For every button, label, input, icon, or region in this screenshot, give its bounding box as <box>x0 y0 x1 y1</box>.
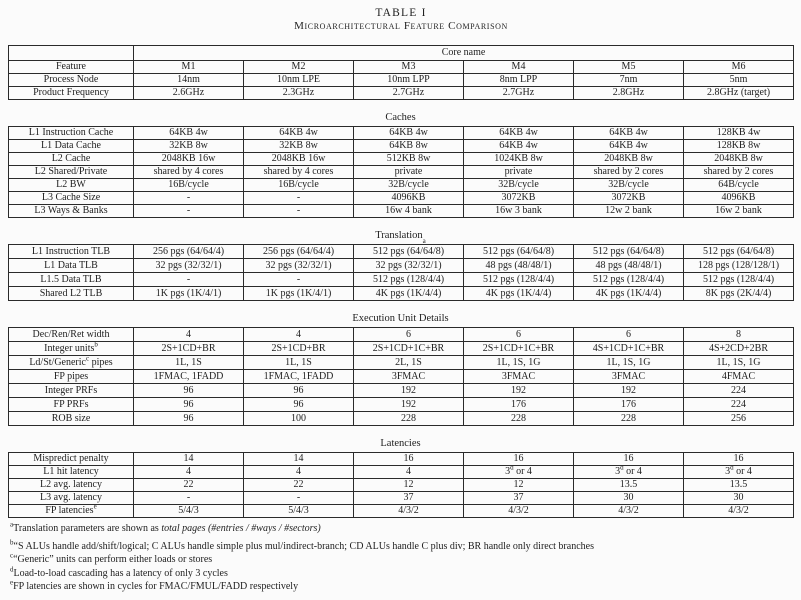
table-cell: 1L, 1S <box>244 356 354 370</box>
table-cell: 32 pgs (32/32/1) <box>134 259 244 273</box>
table-cell: - <box>134 273 244 287</box>
column-header: M1 <box>134 61 244 74</box>
column-header: M2 <box>244 61 354 74</box>
table-cell: shared by 4 cores <box>134 166 244 179</box>
table-cell: 4FMAC <box>684 370 794 384</box>
column-header: M6 <box>684 61 794 74</box>
table-block <box>8 244 794 301</box>
footnote-marker: d <box>10 565 14 574</box>
table-cell: 14 <box>244 453 354 466</box>
table-cell: 32 pgs (32/32/1) <box>354 259 464 273</box>
table-cell: 2.7GHz <box>354 87 464 100</box>
row-label: L3 Ways & Banks <box>9 205 134 218</box>
table-cell: 12 <box>354 479 464 492</box>
table-cell: 1L, 1S, 1G <box>684 356 794 370</box>
table-cell: 128 pgs (128/128/1) <box>684 259 794 273</box>
table-cell: 12w 2 bank <box>574 205 684 218</box>
table-cell: 10nm LPE <box>244 74 354 87</box>
table-cell: 2048KB 8w <box>684 153 794 166</box>
table-cell: 4 <box>354 466 464 479</box>
table-cell: 512 pgs (128/4/4) <box>574 273 684 287</box>
table-cell: 192 <box>354 384 464 398</box>
row-label: L3 avg. latency <box>9 492 134 505</box>
core-name-header: Core name <box>134 46 794 61</box>
column-header: M4 <box>464 61 574 74</box>
table-cell: 16 <box>684 453 794 466</box>
table-cell: 96 <box>244 398 354 412</box>
table-cell: 4S+1CD+1C+BR <box>574 342 684 356</box>
table-cell: 32 pgs (32/32/1) <box>244 259 354 273</box>
table-cell: 512 pgs (64/64/8) <box>574 245 684 259</box>
row-label: Ld/St/Generic$^c$ pipes <box>9 356 134 370</box>
corner-cell <box>9 46 134 61</box>
footnote-text: FP latencies are shown in cycles for FMAC/FMUL/FADD respectively <box>13 581 299 592</box>
table-cell: 4K pgs (1K/4/4) <box>464 287 574 301</box>
table-cell: 3$^d$ or 4 <box>464 466 574 479</box>
section-title: Translation a <box>375 230 426 245</box>
section-title: Execution Unit Details <box>352 313 449 324</box>
table-cell: shared by 4 cores <box>244 166 354 179</box>
footnote-b <box>10 540 794 554</box>
table-cell: 4 <box>244 466 354 479</box>
table-block <box>8 45 794 100</box>
table-cell: 96 <box>134 398 244 412</box>
table-cell: 96 <box>244 384 354 398</box>
table-cell: 100 <box>244 412 354 426</box>
table-cell: 1FMAC, 1FADD <box>134 370 244 384</box>
row-label: L3 Cache Size <box>9 192 134 205</box>
row-label: L1 Data TLB <box>9 259 134 273</box>
table-cell: 14 <box>134 453 244 466</box>
table-cell: 6 <box>574 328 684 342</box>
table-cell: 512 pgs (64/64/8) <box>354 245 464 259</box>
feature-header: Feature <box>9 61 134 74</box>
table-cell: 48 pgs (48/48/1) <box>574 259 684 273</box>
row-label: FP latencies$^e$ <box>9 505 134 518</box>
table-cell: 2S+1CD+BR <box>134 342 244 356</box>
table-cell: 32B/cycle <box>574 179 684 192</box>
table-cell: - <box>134 492 244 505</box>
table-cell: 2.7GHz <box>464 87 574 100</box>
row-label: L2 avg. latency <box>9 479 134 492</box>
table-cell: 256 pgs (64/64/4) <box>244 245 354 259</box>
table-cell: 192 <box>574 384 684 398</box>
table-cell: 16w 4 bank <box>354 205 464 218</box>
table-cell: 10nm LPP <box>354 74 464 87</box>
table-cell: 4096KB <box>354 192 464 205</box>
row-label: L1 Instruction TLB <box>9 245 134 259</box>
table-cell: 64KB 4w <box>464 140 574 153</box>
footnote-a <box>10 522 794 536</box>
table-cell: 1K pgs (1K/4/1) <box>134 287 244 301</box>
footnotes <box>8 522 794 594</box>
comparison-table <box>8 45 794 518</box>
table-cell: 64KB 8w <box>354 140 464 153</box>
table-cell: 13.5 <box>684 479 794 492</box>
footnote-text: Load-to-load cascading has a latency of only 3 cycles <box>13 567 228 579</box>
table-cell: 16B/cycle <box>134 179 244 192</box>
table-cell: 4/3/2 <box>574 505 684 518</box>
table-cell: 5/4/3 <box>134 505 244 518</box>
table-cell: 22 <box>134 479 244 492</box>
row-label: L1 hit latency <box>9 466 134 479</box>
table-cell: 64KB 4w <box>134 127 244 140</box>
table-block <box>8 126 794 218</box>
table-cell: - <box>244 273 354 287</box>
row-label: FP pipes <box>9 370 134 384</box>
footnote-d <box>10 567 794 581</box>
table-cell: 256 <box>684 412 794 426</box>
table-cell: - <box>134 192 244 205</box>
table-cell: 48 pgs (48/48/1) <box>464 259 574 273</box>
row-label: Dec/Ren/Ret width <box>9 328 134 342</box>
table-cell: 2048KB 8w <box>574 153 684 166</box>
table-cell: 4K pgs (1K/4/4) <box>574 287 684 301</box>
table-cell: 3FMAC <box>574 370 684 384</box>
table-cell: 224 <box>684 384 794 398</box>
table-cell: 1L, 1S <box>134 356 244 370</box>
table-cell: 2L, 1S <box>354 356 464 370</box>
section-title: Caches <box>385 112 416 123</box>
footnote-marker: b <box>10 538 14 547</box>
column-header: M3 <box>354 61 464 74</box>
section-title: Latencies <box>380 438 421 449</box>
footnote-c <box>10 553 794 567</box>
table-cell: 224 <box>684 398 794 412</box>
table-cell: 512 pgs (128/4/4) <box>354 273 464 287</box>
row-label: ROB size <box>9 412 134 426</box>
row-label: Integer units$^b$ <box>9 342 134 356</box>
table-cell: 2.3GHz <box>244 87 354 100</box>
table-cell: 32B/cycle <box>354 179 464 192</box>
table-cell: 228 <box>354 412 464 426</box>
table-cell: - <box>244 205 354 218</box>
table-cell: 22 <box>244 479 354 492</box>
table-cell: 32B/cycle <box>464 179 574 192</box>
table-cell: 16 <box>464 453 574 466</box>
table-cell: 4 <box>244 328 354 342</box>
row-label: Product Frequency <box>9 87 134 100</box>
row-label: Integer PRFs <box>9 384 134 398</box>
table-cell: - <box>134 205 244 218</box>
table-cell: 16 <box>354 453 464 466</box>
row-label: Process Node <box>9 74 134 87</box>
column-header: M5 <box>574 61 684 74</box>
table-cell: 2.8GHz <box>574 87 684 100</box>
table-cell: 2.6GHz <box>134 87 244 100</box>
table-cell: 2048KB 16w <box>244 153 354 166</box>
row-label: L1 Data Cache <box>9 140 134 153</box>
table-cell: 16 <box>574 453 684 466</box>
table-cell: 1L, 1S, 1G <box>574 356 684 370</box>
table-cell: shared by 2 cores <box>684 166 794 179</box>
row-label: L2 BW <box>9 179 134 192</box>
table-cell: 4 <box>134 328 244 342</box>
table-cell: 4 <box>134 466 244 479</box>
table-cell: 192 <box>464 384 574 398</box>
table-cell: private <box>464 166 574 179</box>
row-label: Shared L2 TLB <box>9 287 134 301</box>
table-cell: 1024KB 8w <box>464 153 574 166</box>
table-cell: 14nm <box>134 74 244 87</box>
row-label: L2 Shared/Private <box>9 166 134 179</box>
table-cell: 3FMAC <box>354 370 464 384</box>
table-cell: 2S+1CD+1C+BR <box>354 342 464 356</box>
table-cell: 8K pgs (2K/4/4) <box>684 287 794 301</box>
row-label: L1 Instruction Cache <box>9 127 134 140</box>
table-cell: 3072KB <box>574 192 684 205</box>
table-cell: 2.8GHz (target) <box>684 87 794 100</box>
table-cell: 7nm <box>574 74 684 87</box>
footnote-text: “S ALUs handle add/shift/logical; C ALUs handle simple plus mul/indirect-branch; CD ALUs handle C plus div; BR handle only direct branches <box>13 540 594 552</box>
table-cell: 64B/cycle <box>684 179 794 192</box>
table-cell: 30 <box>574 492 684 505</box>
table-cell: 4K pgs (1K/4/4) <box>354 287 464 301</box>
table-cell: 3072KB <box>464 192 574 205</box>
table-cell: 4096KB <box>684 192 794 205</box>
table-cell: 3$^d$ or 4 <box>574 466 684 479</box>
table-cell: 37 <box>464 492 574 505</box>
table-cell: 1FMAC, 1FADD <box>244 370 354 384</box>
table-cell: 5nm <box>684 74 794 87</box>
table-cell: 32KB 8w <box>244 140 354 153</box>
table-cell: 32KB 8w <box>134 140 244 153</box>
footnote-marker: e <box>10 578 14 587</box>
footnote-marker: c <box>10 551 14 560</box>
table-cell: 512KB 8w <box>354 153 464 166</box>
table-cell: 16w 3 bank <box>464 205 574 218</box>
table-cell: 4/3/2 <box>684 505 794 518</box>
table-cell: - <box>244 492 354 505</box>
table-cell: 228 <box>464 412 574 426</box>
table-cell: 2S+1CD+1C+BR <box>464 342 574 356</box>
table-cell: 30 <box>684 492 794 505</box>
row-label: L2 Cache <box>9 153 134 166</box>
table-cell: 96 <box>134 384 244 398</box>
table-cell: 128KB 8w <box>684 140 794 153</box>
table-cell: 192 <box>354 398 464 412</box>
table-cell: 512 pgs (128/4/4) <box>684 273 794 287</box>
table-block <box>8 452 794 518</box>
table-cell: 12 <box>464 479 574 492</box>
row-label: L1.5 Data TLB <box>9 273 134 287</box>
table-cell: 256 pgs (64/64/4) <box>134 245 244 259</box>
table-cell: 16w 2 bank <box>684 205 794 218</box>
table-caption-label: TABLE I <box>375 7 427 19</box>
table-cell: 64KB 4w <box>464 127 574 140</box>
table-cell: 6 <box>354 328 464 342</box>
table-cell: shared by 2 cores <box>574 166 684 179</box>
table-cell: 1L, 1S, 1G <box>464 356 574 370</box>
table-cell: 6 <box>464 328 574 342</box>
table-cell: 8nm LPP <box>464 74 574 87</box>
table-cell: 176 <box>464 398 574 412</box>
table-cell: 3$^d$ or 4 <box>684 466 794 479</box>
table-cell: 3FMAC <box>464 370 574 384</box>
footnote-marker: a <box>10 520 14 529</box>
table-cell: 96 <box>134 412 244 426</box>
table-cell: 128KB 4w <box>684 127 794 140</box>
table-caption <box>8 7 794 33</box>
table-cell: 1K pgs (1K/4/1) <box>244 287 354 301</box>
table-cell: 13.5 <box>574 479 684 492</box>
table-cell: 4S+2CD+2BR <box>684 342 794 356</box>
table-cell: 512 pgs (64/64/8) <box>684 245 794 259</box>
table-cell: 512 pgs (128/4/4) <box>464 273 574 287</box>
row-label: Mispredict penalty <box>9 453 134 466</box>
table-cell: 64KB 4w <box>574 140 684 153</box>
table-cell: 4/3/2 <box>464 505 574 518</box>
table-block <box>8 327 794 426</box>
table-cell: 2048KB 16w <box>134 153 244 166</box>
table-cell: private <box>354 166 464 179</box>
table-cell: 37 <box>354 492 464 505</box>
table-cell: 2S+1CD+BR <box>244 342 354 356</box>
table-cell: 64KB 4w <box>574 127 684 140</box>
footnote-e <box>10 580 794 594</box>
footnote-text: Translation parameters are shown as total pages (#entries / #ways / #sectors) <box>13 523 321 534</box>
table-cell: 64KB 4w <box>354 127 464 140</box>
footnote-text: “Generic” units can perform either loads or stores <box>13 554 213 565</box>
table-cell: 228 <box>574 412 684 426</box>
table-cell: 64KB 4w <box>244 127 354 140</box>
table-cell: 512 pgs (64/64/8) <box>464 245 574 259</box>
table-cell: 16B/cycle <box>244 179 354 192</box>
table-cell: 5/4/3 <box>244 505 354 518</box>
table-cell: 176 <box>574 398 684 412</box>
table-caption-title: Microarchitectural Feature Comparison <box>294 20 508 32</box>
row-label: FP PRFs <box>9 398 134 412</box>
table-cell: - <box>244 192 354 205</box>
table-cell: 8 <box>684 328 794 342</box>
table-cell: 4/3/2 <box>354 505 464 518</box>
